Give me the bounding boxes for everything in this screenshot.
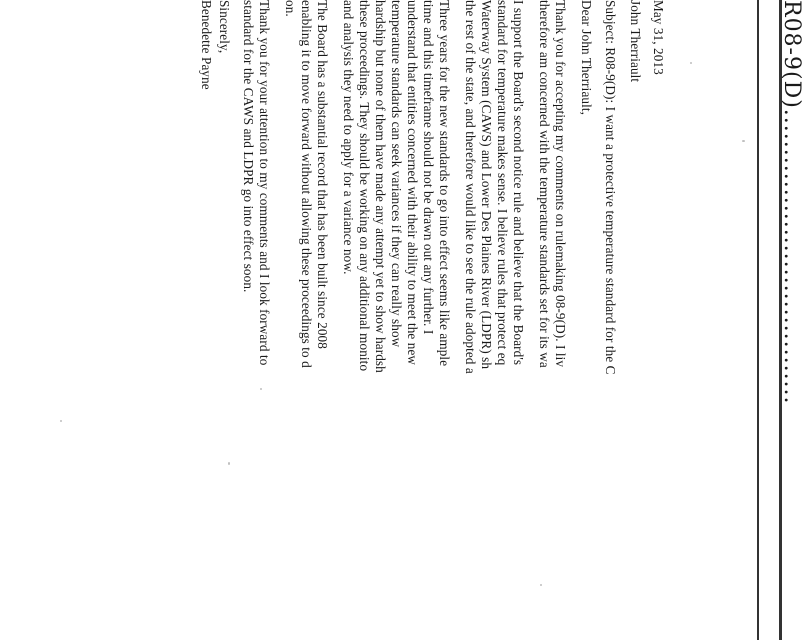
paragraph-line: hardship but none of them have made any attempt yet to show hardsh — [373, 0, 388, 373]
paragraph-line: and analysis they need to apply for a variance now. — [341, 0, 356, 275]
scan-speck — [690, 62, 692, 64]
paragraph-line: Thank you for accepting my comments on rulemaking 08-9(D). I liv — [553, 0, 568, 368]
scan-speck — [540, 584, 542, 586]
scan-speck — [260, 388, 262, 390]
paragraph-line: Thank you for your attention to my comments and I look forward to — [257, 0, 272, 366]
paragraph-line: standard for the CAWS and LDPR go into effect soon. — [241, 0, 256, 293]
paragraph-line: Waterway System (CAWS) and Lower Des Plaines River (LDPR) sh — [479, 0, 494, 370]
paragraph-line: I support the Board's second notice rule and believe that the Board's — [511, 0, 526, 366]
paragraph-line: the rest of the state, and therefore would like to see the rule adopted a — [463, 0, 478, 374]
letter-closing: Sincerely, — [217, 0, 232, 54]
paragraph-line: temperature standards can seek variances if they can really show — [389, 0, 404, 348]
paragraph-line: time and this timeframe should not be drawn out any further. I — [421, 0, 436, 335]
docket-header: R08-9(D)..................................... — [779, 0, 804, 405]
scan-speck — [742, 140, 745, 142]
paragraph-line: Three years for the new standards to go into effect seems like ample — [437, 0, 452, 367]
letter-subject: Subject: R08-9(D): I want a protective temperature standard for the C — [603, 0, 618, 375]
paragraph-line: enabling it to move forward without allowing these proceedings to d — [299, 0, 314, 368]
paragraph-line: therefore am concerned with the temperature standards set for its wa — [537, 0, 552, 368]
paragraph-line: standard for temperature makes sense. I believe rules that protect eq — [495, 0, 510, 366]
letter-recipient: John Therriault — [628, 0, 643, 83]
paragraph-line: The Board has a substantial record that has been built since 2008 — [315, 0, 330, 349]
signature-name: Benedette Payne — [199, 0, 214, 90]
scan-speck — [60, 420, 62, 422]
paragraph-line: these proceedings. They should be working on any additional monito — [357, 0, 372, 372]
letter-salutation: Dear John Therriault, — [579, 0, 594, 116]
paragraph-line: on. — [283, 0, 298, 17]
scan-speck — [228, 462, 230, 465]
paragraph-line: understand that entities concerned with their ability to meet the new — [405, 0, 420, 366]
letter-date: May 31, 2013 — [651, 0, 666, 75]
